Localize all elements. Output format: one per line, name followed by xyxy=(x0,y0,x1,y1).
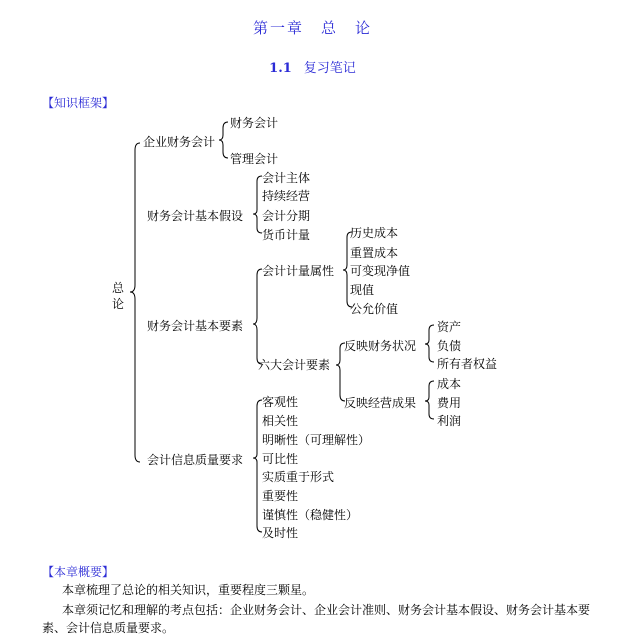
node-historical-cost: 历史成本 xyxy=(350,226,399,240)
node-profit: 利润 xyxy=(437,414,462,428)
overview-line-3: 素、会计信息质量要求。 xyxy=(42,621,175,635)
overview-line-2: 本章须记忆和理解的考点包括：企业财务会计、企业会计准则、财务会计基本假设、财务会计基本要 xyxy=(62,603,591,617)
node-quality-timeliness: 及时性 xyxy=(262,526,299,540)
section-number: 1.1 xyxy=(269,61,292,76)
node-fair-value: 公允价值 xyxy=(350,302,399,316)
node-assumption-monetary: 货币计量 xyxy=(262,228,311,242)
node-assumption-going-concern: 持续经营 xyxy=(262,189,311,203)
node-replacement-cost: 重置成本 xyxy=(350,246,399,260)
node-quality-comparability: 可比性 xyxy=(262,452,299,466)
node-six-elements: 六大会计要素 xyxy=(258,358,331,372)
node-quality-materiality: 重要性 xyxy=(262,489,299,503)
node-enterprise-accounting: 企业财务会计 xyxy=(143,135,216,149)
node-operating-results: 反映经营成果 xyxy=(344,396,417,410)
node-assumption-periodicity: 会计分期 xyxy=(262,209,311,223)
section-title-text: 复习笔记 xyxy=(303,61,356,76)
node-cost: 成本 xyxy=(437,377,462,391)
node-quality-objectivity: 客观性 xyxy=(262,395,299,409)
node-management-accounting: 管理会计 xyxy=(230,152,279,166)
framework-heading: 【知识框架】 xyxy=(42,96,115,110)
node-quality-relevance: 相关性 xyxy=(262,414,299,428)
node-quality-prudence: 谨慎性（稳健性） xyxy=(262,508,359,522)
node-present-value: 现值 xyxy=(350,283,375,297)
overview-heading: 【本章概要】 xyxy=(42,565,115,579)
node-liabilities: 负债 xyxy=(437,339,462,353)
node-basic-assumptions: 财务会计基本假设 xyxy=(147,209,244,223)
node-basic-elements: 财务会计基本要素 xyxy=(147,319,244,333)
node-quality-clarity: 明晰性（可理解性） xyxy=(262,433,371,447)
node-assumption-entity: 会计主体 xyxy=(262,171,311,185)
node-quality-requirements: 会计信息质量要求 xyxy=(147,453,244,467)
node-net-realizable-value: 可变现净值 xyxy=(350,264,411,278)
node-financial-accounting: 财务会计 xyxy=(230,116,279,130)
chapter-title: 第一章 总 论 xyxy=(252,19,372,37)
tree-root: 总论 xyxy=(112,281,125,311)
overview-line-1: 本章梳理了总论的相关知识，重要程度三颗星。 xyxy=(62,583,315,597)
node-expenses: 费用 xyxy=(437,396,462,410)
node-quality-substance: 实质重于形式 xyxy=(262,470,335,484)
node-financial-position: 反映财务状况 xyxy=(344,339,417,353)
node-assets: 资产 xyxy=(437,320,462,334)
node-owners-equity: 所有者权益 xyxy=(437,357,498,371)
node-measurement-attributes: 会计计量属性 xyxy=(262,264,335,278)
